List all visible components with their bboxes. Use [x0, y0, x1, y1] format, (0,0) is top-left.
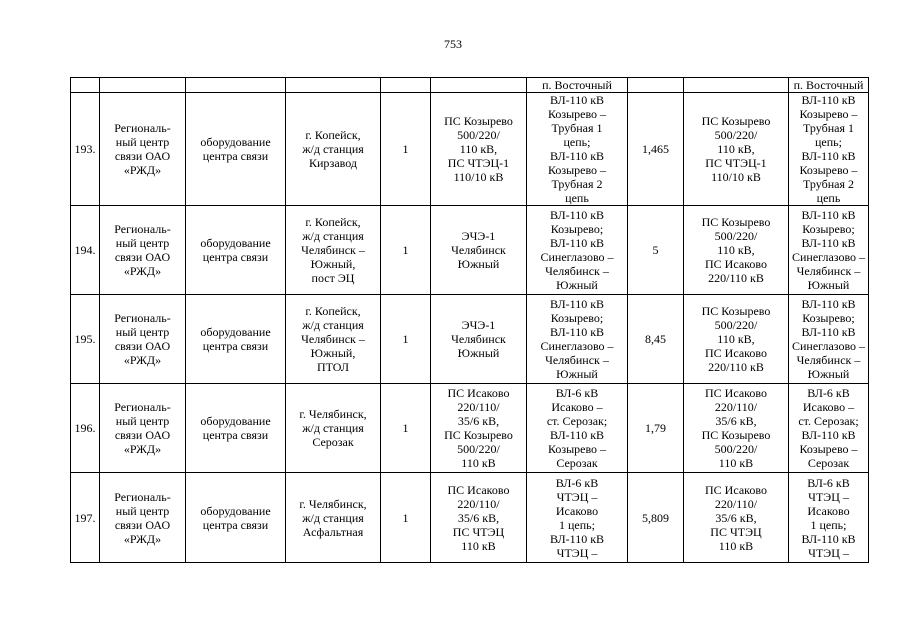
organization-cell: Региональ- ный центр связи ОАО «РЖД» [100, 473, 186, 563]
location-cell: г. Копейск, ж/д станция Челябинск – Южный, ПТОЛ [286, 295, 381, 384]
capacity-value-cell: 1,79 [628, 384, 684, 473]
organization-cell: Региональ- ный центр связи ОАО «РЖД» [100, 384, 186, 473]
power-source-cell: ПС Козырево 500/220/ 110 кВ, ПС ЧТЭЦ-1 110/10 кВ [431, 93, 527, 206]
location-cell: г. Копейск, ж/д станция Кирзавод [286, 93, 381, 206]
table-row [71, 206, 869, 295]
power-source-alt-cell: ПС Козырево 500/220/ 110 кВ, ПС Исаково 220/110 кВ [684, 206, 789, 295]
capacity-value-cell: 1,465 [628, 93, 684, 206]
power-line-cell: ВЛ-6 кВ Исаково – ст. Серозак; ВЛ-110 кВ Козырево – Серозак [527, 384, 628, 473]
object-cell: оборудование центра связи [186, 473, 286, 563]
power-line-alt-cell: ВЛ-6 кВ ЧТЭЦ – Исаково 1 цепь; ВЛ-110 кВ ЧТЭЦ – [789, 473, 869, 563]
power-source-cell: ЭЧЭ-1 Челябинск Южный [431, 206, 527, 295]
header-cell [684, 78, 789, 93]
power-source-alt-cell: ПС Исаково 220/110/ 35/6 кВ, ПС Козырево 500/220/ 110 кВ [684, 384, 789, 473]
table-row [71, 295, 869, 384]
power-line-cell: ВЛ-110 кВ Козырево; ВЛ-110 кВ Синеглазово – Челябинск – Южный [527, 295, 628, 384]
power-source-alt-cell: ПС Исаково 220/110/ 35/6 кВ, ПС ЧТЭЦ 110 кВ [684, 473, 789, 563]
header-cell [286, 78, 381, 93]
quantity-cell: 1 [381, 206, 431, 295]
location-cell: г. Копейск, ж/д станция Челябинск – Южный, пост ЭЦ [286, 206, 381, 295]
row-number: 194. [71, 206, 100, 295]
row-number: 196. [71, 384, 100, 473]
power-source-cell: ПС Исаково 220/110/ 35/6 кВ, ПС ЧТЭЦ 110 кВ [431, 473, 527, 563]
row-number: 195. [71, 295, 100, 384]
power-source-alt-cell: ПС Козырево 500/220/ 110 кВ, ПС Исаково 220/110 кВ [684, 295, 789, 384]
location-cell: г. Челябинск, ж/д станция Серозак [286, 384, 381, 473]
data-table [70, 77, 869, 563]
header-cell [186, 78, 286, 93]
power-line-cell: ВЛ-6 кВ ЧТЭЦ – Исаково 1 цепь; ВЛ-110 кВ ЧТЭЦ – [527, 473, 628, 563]
continuation-header-row [71, 78, 869, 93]
object-cell: оборудование центра связи [186, 206, 286, 295]
capacity-value-cell: 5,809 [628, 473, 684, 563]
quantity-cell: 1 [381, 93, 431, 206]
organization-cell: Региональ- ный центр связи ОАО «РЖД» [100, 295, 186, 384]
quantity-cell: 1 [381, 295, 431, 384]
power-line-cell: ВЛ-110 кВ Козырево; ВЛ-110 кВ Синеглазово – Челябинск – Южный [527, 206, 628, 295]
table-row [71, 384, 869, 473]
header-cell [628, 78, 684, 93]
row-number: 197. [71, 473, 100, 563]
capacity-value-cell: 5 [628, 206, 684, 295]
power-line-cell: ВЛ-110 кВ Козырево – Трубная 1 цепь; ВЛ-110 кВ Козырево – Трубная 2 цепь [527, 93, 628, 206]
object-cell: оборудование центра связи [186, 295, 286, 384]
quantity-cell: 1 [381, 384, 431, 473]
location-cell: г. Челябинск, ж/д станция Асфальтная [286, 473, 381, 563]
object-cell: оборудование центра связи [186, 93, 286, 206]
table-row [71, 473, 869, 563]
row-number: 193. [71, 93, 100, 206]
header-cell [431, 78, 527, 93]
header-cell-continuation: п. Восточный [527, 78, 628, 93]
power-line-alt-cell: ВЛ-6 кВ Исаково – ст. Серозак; ВЛ-110 кВ Козырево – Серозак [789, 384, 869, 473]
object-cell: оборудование центра связи [186, 384, 286, 473]
power-line-alt-cell: ВЛ-110 кВ Козырево; ВЛ-110 кВ Синеглазово – Челябинск – Южный [789, 295, 869, 384]
power-line-alt-cell: ВЛ-110 кВ Козырево; ВЛ-110 кВ Синеглазово – Челябинск – Южный [789, 206, 869, 295]
power-source-cell: ПС Исаково 220/110/ 35/6 кВ, ПС Козырево 500/220/ 110 кВ [431, 384, 527, 473]
header-cell [381, 78, 431, 93]
table-row [71, 93, 869, 206]
header-cell-continuation: п. Восточный [789, 78, 869, 93]
header-cell [71, 78, 100, 93]
organization-cell: Региональ- ный центр связи ОАО «РЖД» [100, 93, 186, 206]
quantity-cell: 1 [381, 473, 431, 563]
capacity-value-cell: 8,45 [628, 295, 684, 384]
organization-cell: Региональ- ный центр связи ОАО «РЖД» [100, 206, 186, 295]
power-line-alt-cell: ВЛ-110 кВ Козырево – Трубная 1 цепь; ВЛ-110 кВ Козырево – Трубная 2 цепь [789, 93, 869, 206]
power-source-cell: ЭЧЭ-1 Челябинск Южный [431, 295, 527, 384]
power-source-alt-cell: ПС Козырево 500/220/ 110 кВ, ПС ЧТЭЦ-1 110/10 кВ [684, 93, 789, 206]
page-number: 753 [444, 37, 462, 51]
header-cell [100, 78, 186, 93]
